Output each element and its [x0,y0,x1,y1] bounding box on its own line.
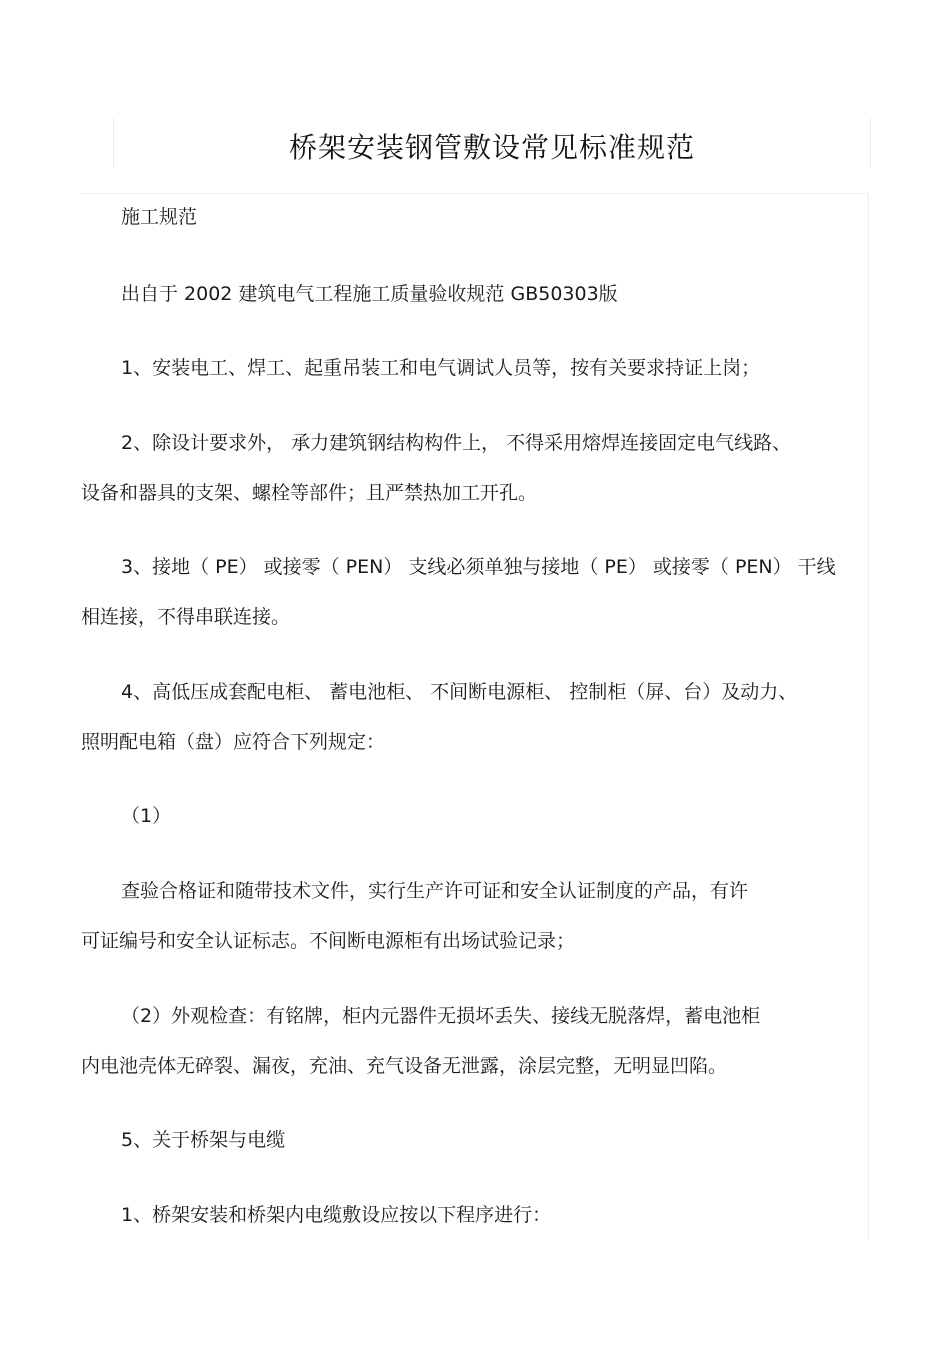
paragraph-line: 3、接地（ PE） 或接零（ PEN） 支线必须单独与接地（ PE） 或接零（ PEN） 干线 [121,556,836,578]
paragraph-line: 可证编号和安全认证标志。不间断电源柜有出场试验记录； [81,930,576,952]
paragraph-line: 1、桥架安装和桥架内电缆敷设应按以下程序进行： [121,1204,552,1226]
paragraph-line: 设备和器具的支架、螺栓等部件；且严禁热加工开孔。 [81,482,538,504]
paragraph-line: 相连接，不得串联连接。 [81,606,291,628]
body-frame [80,193,869,1239]
paragraph-line: 4、高低压成套配电柜、 蓄电池柜、 不间断电源柜、 控制柜（屏、台）及动力、 [121,681,798,703]
title-box [113,118,871,168]
paragraph-line: 1、安装电工、焊工、起重吊装工和电气调试人员等，按有关要求持证上岗； [121,357,761,379]
list-marker: （1） [121,805,172,827]
paragraph-line: 2、除设计要求外， 承力建筑钢结构构件上， 不得采用熔焊连接固定电气线路、 [121,432,792,454]
source-line: 出自于 2002 建筑电气工程施工质量验收规范 GB50303版 [121,283,618,305]
paragraph-line: 内电池壳体无碎裂、漏夜，充油、充气设备无泄露，涂层完整，无明显凹陷。 [81,1055,728,1077]
paragraph-line: 查验合格证和随带技术文件，实行生产许可证和安全认证制度的产品，有许 [121,880,749,902]
paragraph-line: （2）外观检查：有铭牌，柜内元器件无损坏丢失、接线无脱落焊，蓄电池柜 [121,1005,761,1027]
section-heading: 5、关于桥架与电缆 [121,1129,286,1151]
paragraph-line: 照明配电箱（盘）应符合下列规定： [81,731,386,753]
document-title: 桥架安装钢管敷设常见标准规范 [288,131,695,164]
section-heading: 施工规范 [121,206,198,228]
